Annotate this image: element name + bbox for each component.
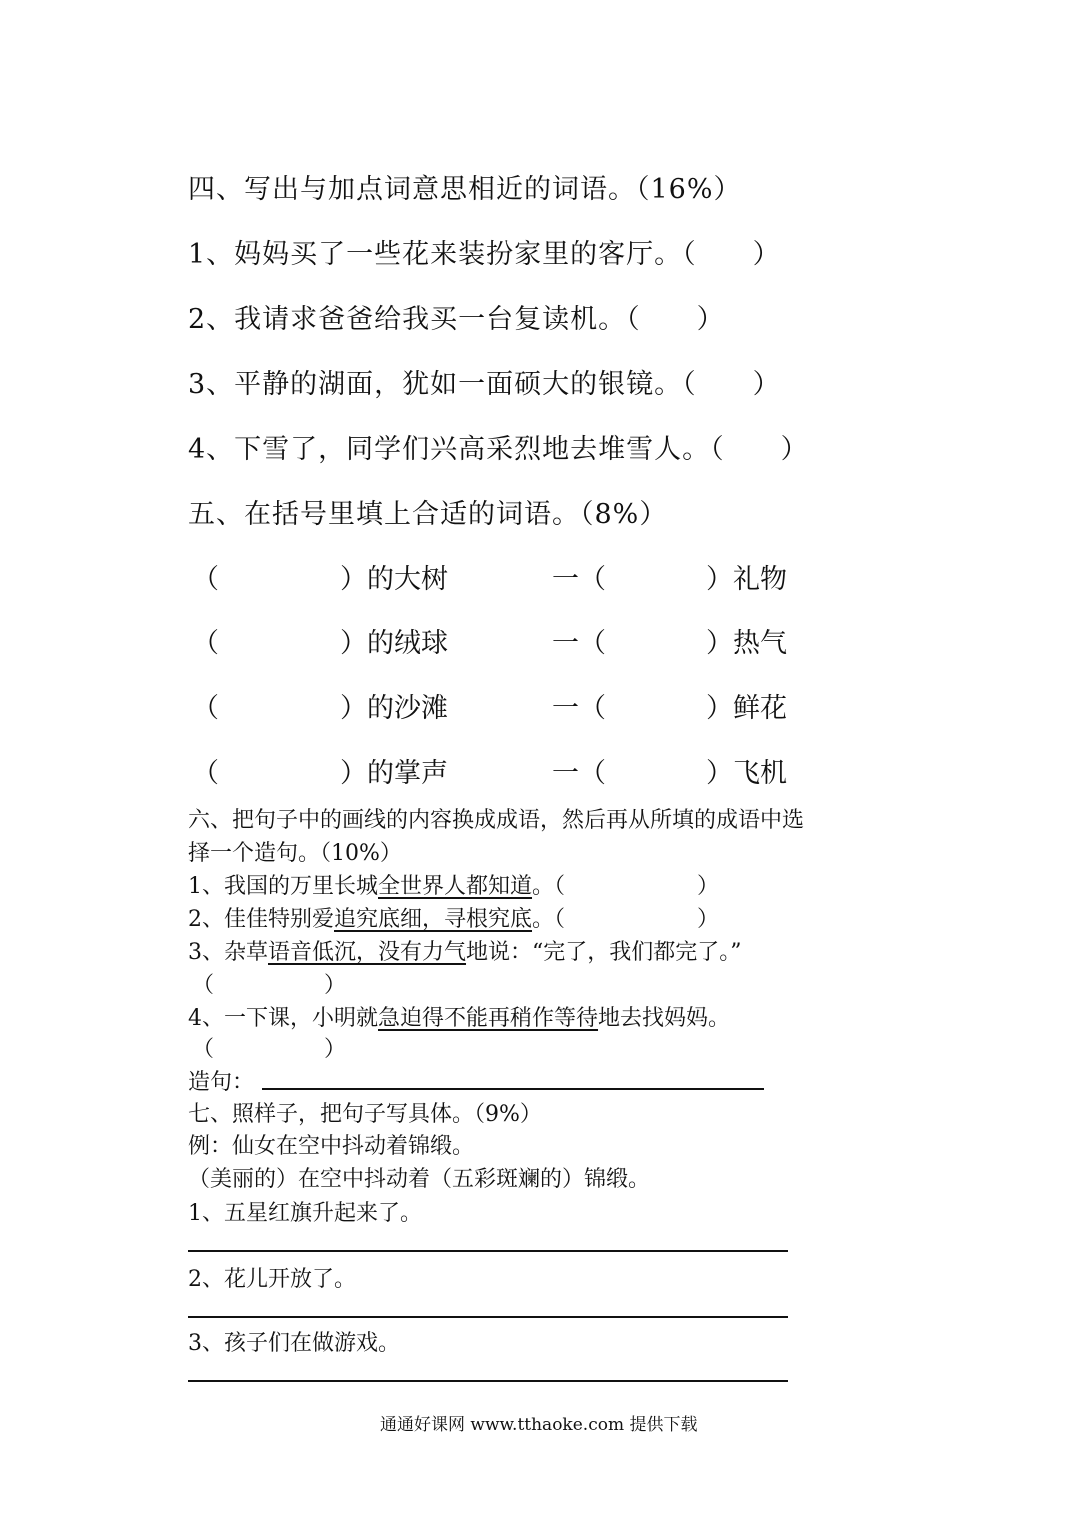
question-text: 4、一下课，小明就 — [188, 1006, 378, 1031]
fill-measure-open: 一（ — [552, 628, 606, 659]
fill-phrase: ）的沙滩 — [340, 693, 448, 724]
fill-measure-phrase: ）热气 — [706, 628, 787, 659]
fill-open-paren: （ — [192, 628, 219, 659]
section-6-title-line-1: 六、把句子中的画线的内容换成成语，然后再从所填的成语中选 — [188, 808, 805, 833]
section-4-question-4: 4、下雪了，同学们兴高采烈地去堆雪人。（ ） — [188, 434, 809, 465]
fill-phrase: ）的大树 — [340, 564, 448, 595]
section-6-title-line-2: 择一个造句。（10%） — [188, 841, 402, 866]
section-6-question-3 — [188, 935, 742, 966]
make-sentence-line — [262, 1088, 764, 1090]
fill-measure-open: 一（ — [552, 564, 606, 595]
section-6-answer-4: （ ） — [192, 1037, 347, 1062]
question-text-tail: 地说：“完了，我们都完了。” — [466, 940, 742, 965]
underlined-phrase: 急迫得不能再稍作等待 — [378, 1006, 599, 1031]
fill-phrase: ）的绒球 — [340, 628, 448, 659]
footer-credit: 通通好课网 www.tthaoke.com 提供下载 — [380, 1415, 698, 1435]
answer-blank: 。（ ） — [532, 874, 720, 899]
fill-open-paren: （ — [192, 693, 219, 724]
question-text: 3、杂草 — [188, 940, 268, 965]
section-7-title: 七、照样子，把句子写具体。（9%） — [188, 1102, 542, 1127]
underlined-phrase: 追究底细，寻根究底 — [334, 907, 533, 932]
question-text: 2、佳佳特别爱 — [188, 907, 334, 932]
fill-measure-phrase: ）鲜花 — [706, 693, 787, 724]
question-text: 1、我国的万里长城 — [188, 874, 378, 899]
section-6-answer-3: （ ） — [192, 973, 347, 998]
fill-open-paren: （ — [192, 758, 219, 789]
section-7-example-1: 例：仙女在空中抖动着锦缎。 — [188, 1134, 475, 1159]
section-7-question-3: 3、孩子们在做游戏。 — [188, 1331, 400, 1356]
section-7-question-1: 1、五星红旗升起来了。 — [188, 1201, 422, 1226]
answer-line-2 — [188, 1316, 788, 1318]
answer-line-1 — [188, 1250, 788, 1252]
section-4-question-2: 2、我请求爸爸给我买一台复读机。（ ） — [188, 304, 725, 335]
question-text-tail: 地去找妈妈。 — [598, 1006, 731, 1031]
fill-measure-phrase: ）礼物 — [706, 564, 787, 595]
section-5-title: 五、在括号里填上合适的词语。（8%） — [188, 499, 668, 530]
fill-open-paren: （ — [192, 564, 219, 595]
section-4-question-1: 1、妈妈买了一些花来装扮家里的客厅。（ ） — [188, 239, 781, 270]
section-6-question-2 — [188, 902, 719, 933]
fill-phrase: ）的掌声 — [340, 758, 448, 789]
section-6-question-1 — [188, 869, 719, 900]
section-4-question-3: 3、平静的湖面，犹如一面硕大的银镜。（ ） — [188, 369, 781, 400]
fill-measure-open: 一（ — [552, 693, 606, 724]
underlined-phrase: 语音低沉，没有力气 — [268, 940, 467, 965]
answer-blank: 。（ ） — [532, 907, 720, 932]
section-4-title: 四、写出与加点词意思相近的词语。（16%） — [188, 174, 742, 205]
fill-measure-open: 一（ — [552, 758, 606, 789]
section-7-example-2: （美丽的）在空中抖动着（五彩斑斓的）锦缎。 — [188, 1167, 651, 1192]
make-sentence-label: 造句： — [188, 1070, 255, 1095]
underlined-phrase: 全世界人都知道 — [378, 874, 533, 899]
answer-line-3 — [188, 1380, 788, 1382]
section-7-question-2: 2、花儿开放了。 — [188, 1267, 356, 1292]
fill-measure-phrase: ）飞机 — [706, 758, 787, 789]
section-6-question-4 — [188, 1001, 730, 1032]
